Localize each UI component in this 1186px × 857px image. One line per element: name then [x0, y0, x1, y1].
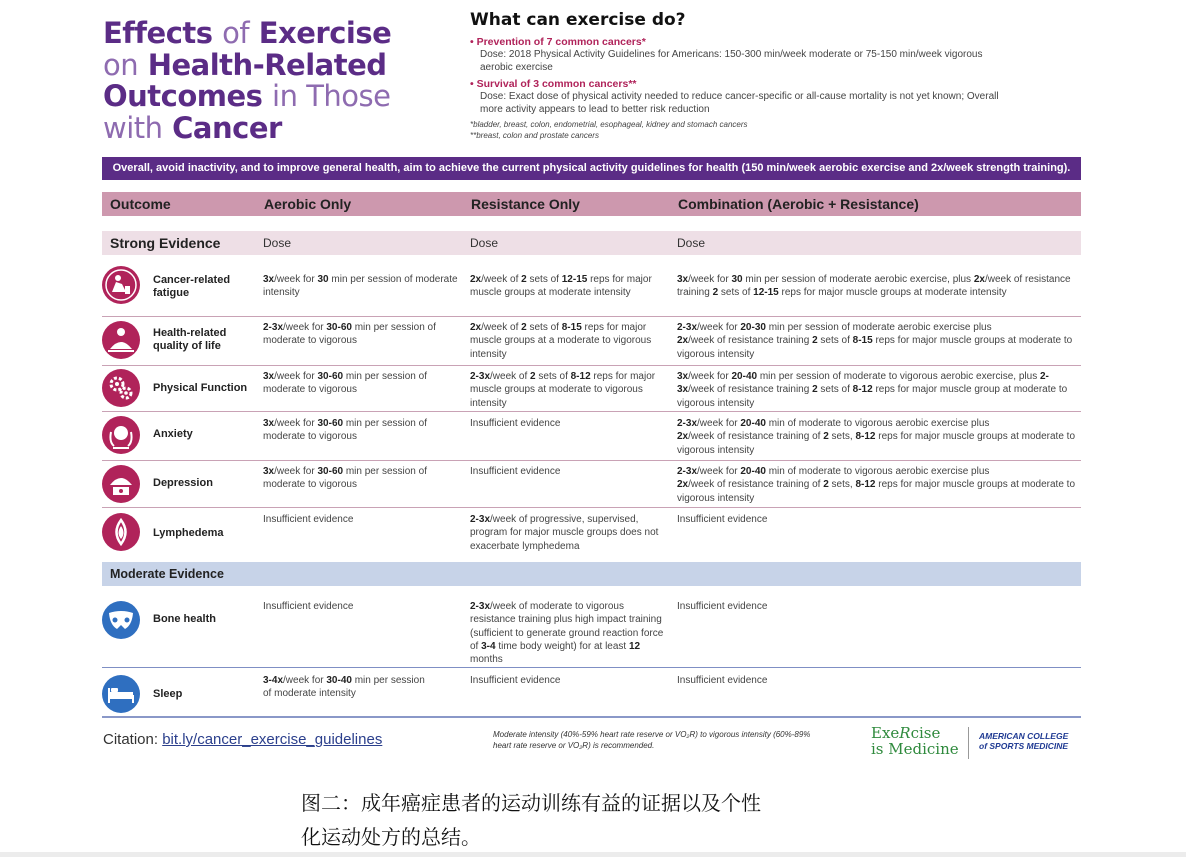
footnote-survival: **breast, colon and prostate cancers: [470, 131, 599, 140]
outcome-name: Bone health: [153, 613, 216, 625]
title-word: with: [103, 110, 163, 145]
poster-title: [103, 18, 463, 144]
moderate-evidence-row: [102, 562, 1081, 586]
resistance-cell: 2-3x/week of progressive, supervised, program for major muscle groups does not exacerbate lymphedema: [470, 514, 659, 552]
logo-text: AMERICAN COLLEGE: [979, 731, 1069, 741]
combination-cell: Insufficient evidence: [677, 601, 768, 612]
survival-bullet: • Survival of 3 common cancers**: [470, 78, 1070, 90]
intensity-footnote: Moderate intensity (40%-59% heart rate reserve or VO₂R) to vigorous intensity (60%-89% heart rate reserve or VO₂R) is recommended.: [493, 730, 811, 750]
citation: [103, 731, 382, 748]
logo-divider: [968, 727, 969, 759]
resistance-cell: 2-3x/week of 2 sets of 8-12 reps for major muscle groups at moderate to vigorous intensity: [470, 371, 656, 409]
logo-text: R: [899, 724, 911, 742]
table-row: [102, 594, 1081, 668]
table-row: [102, 366, 1081, 412]
logo-text: Exe: [871, 724, 900, 742]
anxiety-icon: [102, 416, 140, 454]
title-word: Exercise: [258, 16, 392, 50]
dose-label: Dose: [470, 236, 499, 250]
logo-text: of SPORTS MEDICINE: [979, 741, 1069, 751]
scroll-bar[interactable]: [0, 852, 1186, 857]
table-header: [102, 192, 1081, 216]
table-row: [102, 508, 1081, 562]
outcome-name: Lymphedema: [153, 527, 224, 539]
guideline-banner: Overall, avoid inactivity, and to improve general health, aim to achieve the current physical activity guidelines for health (150 min/week aerobic exercise and 2x/week strength training).: [102, 157, 1081, 180]
outcome-name: Physical Function: [153, 382, 248, 394]
table-row: [102, 668, 1081, 716]
title-word: Outcomes: [103, 79, 263, 113]
title-word: Cancer: [172, 110, 282, 145]
dose-label: Dose: [677, 236, 706, 250]
combination-cell: 3x/week for 30 min per session of moderate aerobic exercise, plus 2x/week of resistance training 2 sets of 12-15 reps for major muscle groups at moderate intensity: [677, 274, 1071, 299]
dose-label: Dose: [263, 236, 292, 250]
strong-evidence-row: [102, 231, 1081, 255]
resistance-cell: Insufficient evidence: [470, 418, 561, 429]
header-aerobic: Aerobic Only: [264, 196, 352, 212]
resistance-cell: 2-3x/week of moderate to vigorous resistance training plus high impact training (sufficient to generate ground reaction force of 3-4 time body weight) for at least 12 months: [470, 601, 664, 666]
aerobic-cell: 3x/week for 30-60 min per session of moderate to vigorous: [263, 371, 427, 396]
what-heading: What can exercise do?: [470, 10, 686, 30]
figure-caption: [301, 786, 761, 854]
title-word: on: [103, 47, 139, 82]
header-outcome: Outcome: [110, 196, 171, 212]
header-resistance: Resistance Only: [471, 196, 580, 212]
combination-cell: 2-3x/week for 20-30 min per session of moderate aerobic exercise plus 2x/week of resistance training 2 sets of 8-15 reps for major muscle groups at moderate to vigorous intensity: [677, 322, 1073, 360]
caption-line: 化运动处方的总结。: [301, 825, 481, 849]
aerobic-cell: Insufficient evidence: [263, 514, 354, 525]
table-row: [102, 317, 1081, 366]
aerobic-cell: Insufficient evidence: [263, 601, 354, 612]
aerobic-cell: 3x/week for 30-60 min per session of moderate to vigorous: [263, 418, 427, 443]
aerobic-cell: 3x/week for 30-60 min per session of moderate to vigorous: [263, 466, 427, 491]
outcome-name: Anxiety: [153, 428, 193, 440]
prevention-bullet: • Prevention of 7 common cancers*: [470, 36, 1070, 48]
combination-cell: Insufficient evidence: [677, 675, 768, 686]
aerobic-cell: 3x/week for 30 min per session of moderate intensity: [263, 274, 458, 299]
aerobic-cell: 2-3x/week for 30-60 min per session of moderate to vigorous: [263, 322, 436, 347]
resistance-cell: 2x/week of 2 sets of 8-15 reps for major muscle groups at a moderate to vigorous intensity: [470, 322, 652, 360]
acsm-logo: [979, 731, 1068, 751]
table-row: [102, 461, 1081, 508]
resistance-cell: 2x/week of 2 sets of 12-15 reps for major muscle groups at moderate intensity: [470, 274, 652, 299]
title-word: Effects: [103, 16, 213, 50]
outcome-name: Cancer-related fatigue: [153, 274, 231, 299]
citation-label: Citation:: [103, 731, 159, 748]
outcome-name: Health-related quality of life: [153, 327, 227, 352]
citation-link[interactable]: bit.ly/cancer_exercise_guidelines: [162, 731, 383, 748]
title-word: Health-Related: [147, 47, 387, 82]
combination-cell: 3x/week for 20-40 min per session of moderate to vigorous aerobic exercise, plus 2-3x/week of resistance training 2 sets of 8-12 reps for major muscle group at moderate to vigorous intensity: [677, 371, 1068, 409]
logo-text: cise: [910, 724, 941, 742]
combination-cell: 2-3x/week for 20-40 min of moderate to vigorous aerobic exercise plus 2x/week of resistance training of 2 sets, 8-12 reps for major muscle groups at moderate to vigorous intensity: [677, 418, 1075, 456]
title-word: of: [222, 16, 250, 50]
survival-dose: Dose: Exact dose of physical activity needed to reduce cancer-specific or all-cause mortality is not yet known; Overall more activity appears to lead to better risk reduction: [480, 91, 999, 115]
table-bottom-rule: [102, 716, 1081, 718]
header-combination: Combination (Aerobic + Resistance): [678, 196, 919, 212]
lymphedema-icon: [102, 513, 140, 551]
prevention-dose: Dose: 2018 Physical Activity Guidelines for Americans: 150-300 min/week moderate or 75-150 min/week vigorous aerobic exercise: [480, 49, 983, 73]
outcome-name: Sleep: [153, 688, 183, 700]
fatigue-icon: [102, 266, 140, 304]
exercise-is-medicine-logo: [871, 725, 959, 757]
gears-icon: [102, 369, 140, 407]
what-exercise-panel: [470, 10, 1070, 141]
resistance-cell: Insufficient evidence: [470, 675, 561, 686]
table-row: [102, 262, 1081, 317]
outcome-name: Depression: [153, 477, 213, 489]
footnote-prevention: *bladder, breast, colon, endometrial, esophageal, kidney and stomach cancers: [470, 120, 748, 129]
combination-cell: Insufficient evidence: [677, 514, 768, 525]
aerobic-cell: 3-4x/week for 30-40 min per session of moderate intensity: [263, 675, 425, 700]
table-row: [102, 412, 1081, 461]
strong-evidence-label: Strong Evidence: [110, 235, 221, 251]
depression-icon: [102, 465, 140, 503]
pelvis-icon: [102, 601, 140, 639]
moderate-evidence-label: Moderate Evidence: [110, 567, 224, 581]
resistance-cell: Insufficient evidence: [470, 466, 561, 477]
combination-cell: 2-3x/week for 20-40 min of moderate to vigorous aerobic exercise plus 2x/week of resistance training of 2 sets, 8-12 reps for major muscle groups at moderate to vigorous intensity: [677, 466, 1075, 504]
quality-of-life-icon: [102, 321, 140, 359]
title-word: in Those: [272, 79, 391, 113]
bed-icon: [102, 675, 140, 713]
caption-line: 图二：成年癌症患者的运动训练有益的证据以及个性: [301, 791, 761, 815]
logo-text: is Medicine: [871, 740, 959, 758]
